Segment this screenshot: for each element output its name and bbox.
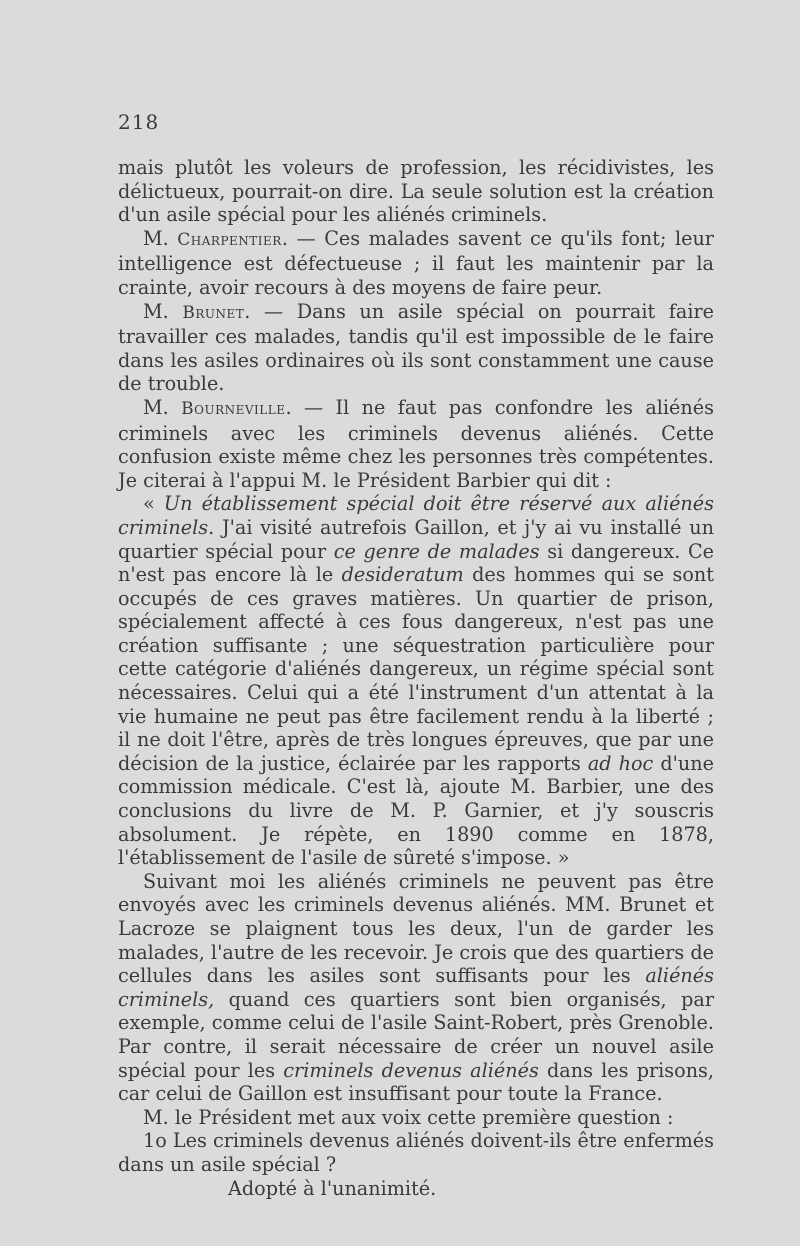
opinion-text: quand ces quartiers sont bien organisés, par exemple, comme celui de l'asile Saint-Robert, près Grenoble. Par contre, il serait nécessaire de créer un nouvel asile spécial pour les bbox=[118, 987, 714, 1082]
opinion-text: dans les prisons, car celui de Gaillon est insuffisant pour toute la France. bbox=[118, 1058, 714, 1106]
speech-text: . — Dans un asile spécial on pourrait faire travailler ces malades, tandis qu'il est impossible de le faire dans les asiles ordinaires où ils sont constamment une cause de trouble. bbox=[118, 299, 714, 396]
opinion-italic: aliénés criminels, bbox=[118, 964, 714, 1011]
adopted-result: Adopté à l'unanimité. bbox=[228, 1176, 437, 1200]
speaker-name: Charpentier bbox=[177, 229, 282, 250]
paragraph-brunet bbox=[118, 300, 714, 396]
open-quote: « bbox=[143, 492, 164, 516]
speaker-prefix: M. bbox=[143, 299, 183, 323]
paragraph-president: M. le Président met aux voix cette première question : bbox=[143, 1105, 674, 1129]
speech-text: . — Ces malades savent ce qu'ils font; leur intelligence est défectueuse ; il faut les maintenir par la crainte, avoir recours à des moyens de faire peur. bbox=[118, 226, 714, 299]
speech-text: . — Il ne faut pas confondre les aliénés criminels avec les criminels devenus aliénés. Cette confusion existe même chez les personnes très compétentes. Je citerai à l'appui M. le Président Barbier qui dit : bbox=[118, 395, 714, 492]
speaker-name: Brunet bbox=[182, 302, 245, 323]
opinion-italic: criminels devenus aliénés bbox=[283, 1058, 539, 1082]
body-text bbox=[118, 156, 714, 1200]
quote-italic: ad hoc bbox=[587, 751, 654, 775]
page-number: 218 bbox=[118, 110, 160, 134]
quote-italic: ce genre de malades bbox=[333, 539, 540, 563]
paragraph-1: mais plutôt les voleurs de profession, les récidivistes, les délictueux, pourrait-on dire. La seule solution est la création d'un asile spécial pour les aliénés criminels. bbox=[118, 156, 714, 227]
paragraph-question: 1o Les criminels devenus aliénés doivent-ils être enfermés dans un asile spécial ? bbox=[118, 1129, 714, 1176]
opinion-text: Suivant moi les aliénés criminels ne peuvent pas être envoyés avec les criminels devenus aliénés. MM. Brunet et Lacroze se plaignent tous les deux, l'un de garder les malades, l'autre de les recevoir. Je crois que des quartiers de cellules dans les asiles sont suffisants pour les bbox=[118, 869, 714, 988]
quote-italic: Un établissement spécial doit être réservé aux aliénés criminels bbox=[118, 492, 714, 539]
quote-text: . J'ai visité autrefois Gaillon, et j'y ai vu installé un quartier spécial pour bbox=[118, 515, 714, 563]
paragraph-opinion bbox=[118, 870, 714, 1106]
speaker-prefix: M. bbox=[143, 395, 182, 419]
quote-text: d'une commission médicale. C'est là, ajoute M. Barbier, une des conclusions du livre de M. P. Garnier, et j'y souscris absolument. Je répète, en 1890 comme en 1878, l'établissement de l'asile de sûreté s'impose. » bbox=[118, 751, 715, 870]
paragraph-bourneville bbox=[118, 396, 714, 492]
paragraph-charpentier bbox=[118, 227, 714, 300]
paragraph-quotation bbox=[118, 492, 714, 870]
speaker-prefix: M. bbox=[143, 226, 178, 250]
quote-italic: desideratum bbox=[341, 563, 464, 587]
quote-text: des hommes qui se sont occupés de ces graves matières. Un quartier de prison, spécialement affecté à ces fous dangereux, n'est pas une création suffisante ; une séquestration particulière pour cette catégorie d'aliénés dangereux, un régime spécial sont nécessaires. Celui qui a été l'instrument d'un attentat à la vie humaine ne peut pas être facilement rendu à la liberté ; il ne doit l'être, après de très longues épreuves, que par une décision de la justice, éclairée par les rapports bbox=[118, 563, 714, 775]
speaker-name: Bourneville bbox=[181, 398, 286, 419]
quote-text: si dangereux. Ce n'est pas encore là le bbox=[118, 539, 715, 587]
